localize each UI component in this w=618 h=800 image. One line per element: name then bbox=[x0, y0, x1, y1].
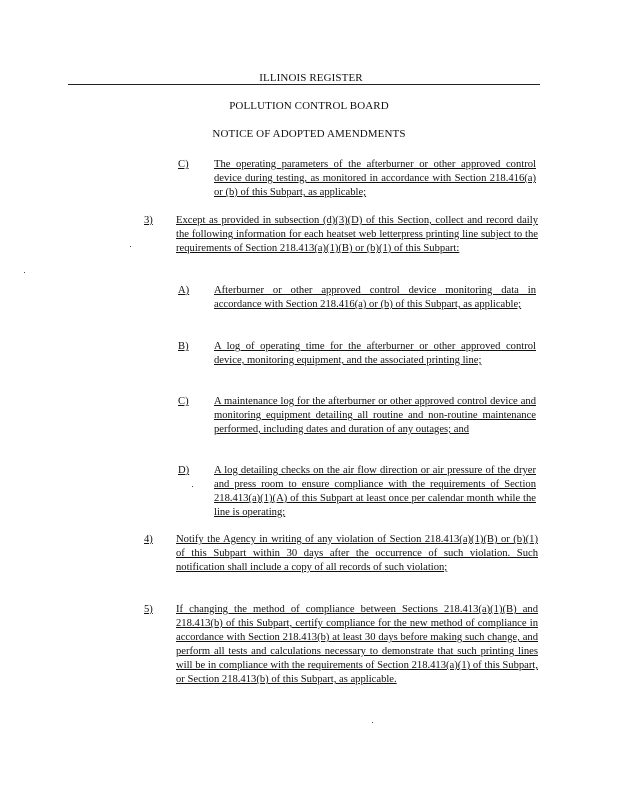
notice-title: NOTICE OF ADOPTED AMENDMENTS bbox=[212, 128, 406, 140]
item-label-c-maint: C) bbox=[178, 396, 189, 407]
item-text-c-maint: A maintenance log for the afterburner or other approved control device and monitoring equipment detailing all routine and non-routine maintenance performed, including dates and duration of any outages; and bbox=[214, 396, 536, 435]
item-text-b: A log of operating time for the afterburner or other approved control device, monitoring equipment, and the associated printing line; bbox=[214, 341, 536, 366]
register-title: ILLINOIS REGISTER bbox=[259, 72, 363, 84]
item-label-a: A) bbox=[178, 285, 190, 296]
item-label-5: 5) bbox=[144, 604, 153, 615]
item-text-4: Notify the Agency in writing of any violation of Section 218.413(a)(1)(B) or (b)(1) of this Subpart within 30 days after the occurrence of such violation. Such notification shall include a copy of all records of such violation; bbox=[176, 534, 538, 573]
header-rule bbox=[68, 84, 540, 85]
item-label-d: D) bbox=[178, 465, 190, 476]
scan-speck bbox=[24, 272, 25, 273]
item-label-4: 4) bbox=[144, 534, 153, 545]
item-text-3: Except as provided in subsection (d)(3)(D) of this Section, collect and record daily the following information for each heatset web letterpress printing line subject to the requirements of Section 218.413(a)(1)(B) or (b)(1) of this Subpart: bbox=[176, 215, 538, 254]
item-label-b: B) bbox=[178, 341, 189, 352]
item-label-3: 3) bbox=[144, 215, 153, 226]
scan-speck bbox=[192, 486, 193, 487]
scan-speck bbox=[130, 246, 131, 247]
item-text-c-test: The operating parameters of the afterburner or other approved control device during testing, as monitored in accordance with Section 218.416(a) or (b) of this Subpart, as applicable; bbox=[214, 159, 536, 198]
scan-speck bbox=[372, 722, 373, 723]
item-label-c-test: C) bbox=[178, 159, 189, 170]
item-text-a: Afterburner or other approved control device monitoring data in accordance with Section 218.416(a) or (b) of this Subpart, as applicable; bbox=[214, 285, 536, 310]
item-text-d: A log detailing checks on the air flow direction or air pressure of the dryer and press room to ensure compliance with the requirements of Section 218.413(a)(1)(A) of this Subpart at least once per calendar month while the line is operating; bbox=[214, 465, 536, 518]
board-title: POLLUTION CONTROL BOARD bbox=[229, 100, 389, 112]
item-text-5: If changing the method of compliance between Sections 218.413(a)(1)(B) and 218.413(b) of this Subpart, certify compliance for the new method of compliance in accordance with Section 218.413(b) at least 30 days before making such change, and perform all tests and calculations necessary to demonstrate that such printing lines will be in compliance with the requirements of Section 218.413(a)(1) of this Subpart, or Section 218.413(b) of this Subpart, as applicable. bbox=[176, 604, 538, 685]
